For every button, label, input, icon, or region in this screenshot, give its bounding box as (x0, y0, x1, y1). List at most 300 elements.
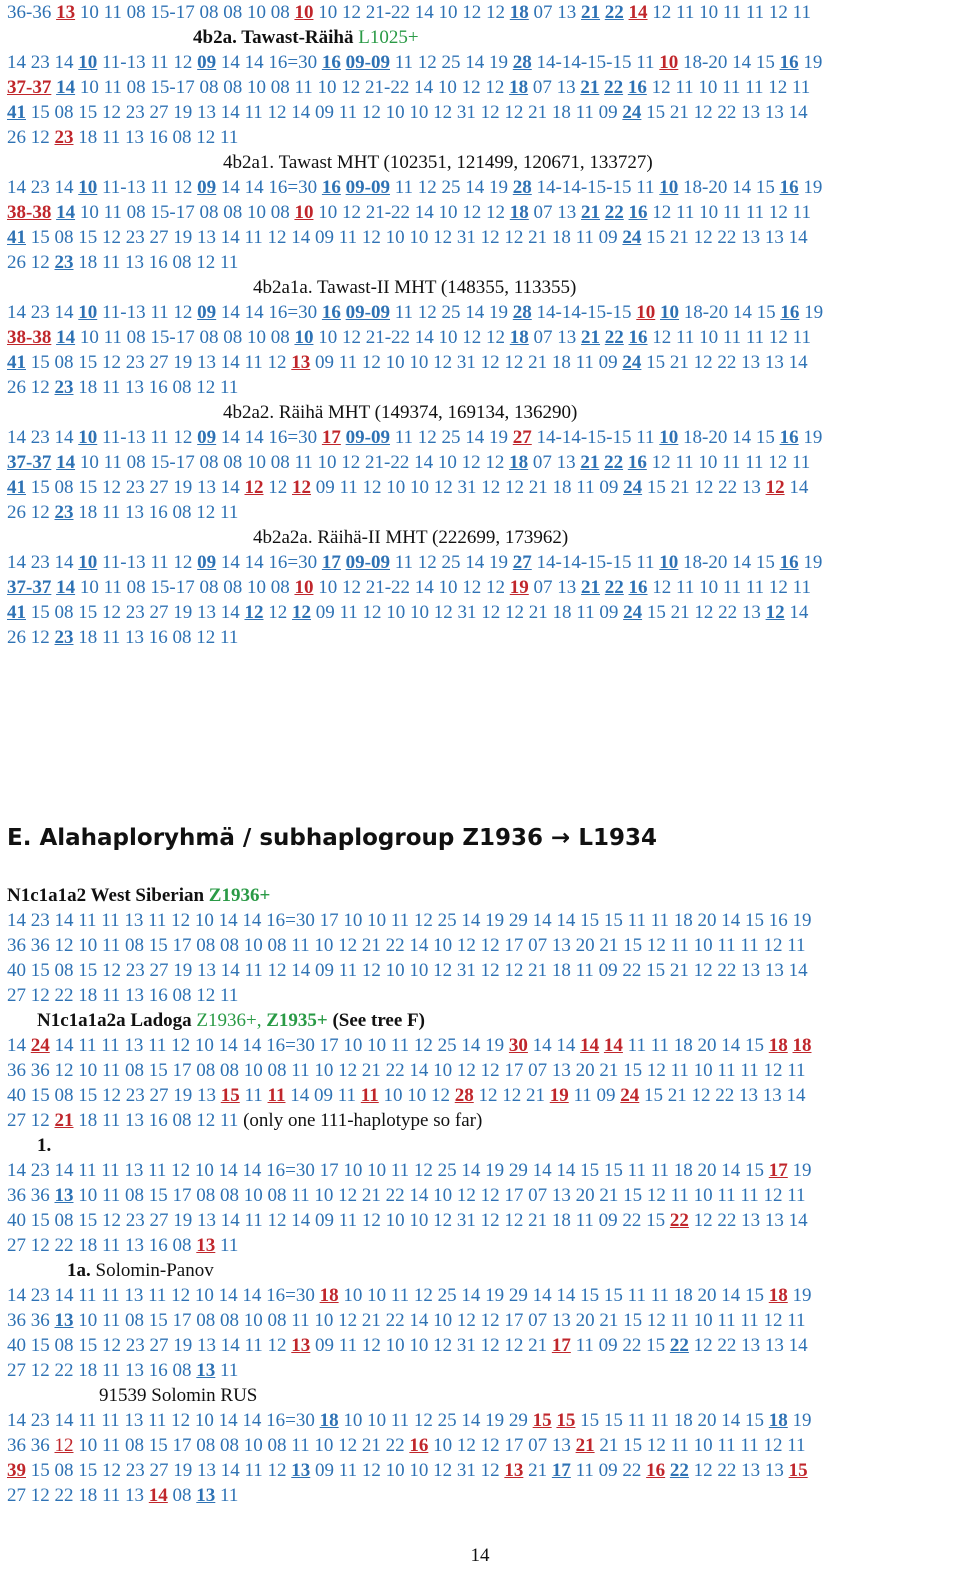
text-line (7, 1408, 812, 1433)
text-run: N1c1a1a2 West Siberian (7, 885, 209, 906)
text-run: 18-20 14 15 (678, 552, 780, 573)
text-run: 18 11 13 16 08 12 11 (73, 502, 239, 523)
text-run: 09 (197, 302, 217, 323)
text-run: 11 (239, 1085, 268, 1106)
text-line (7, 200, 811, 225)
text-run: 19 (798, 427, 823, 448)
text-run: 36 36 (7, 1310, 55, 1331)
text-run: 09 (197, 427, 217, 448)
text-line (7, 325, 811, 350)
text-run: 18 11 13 16 08 12 11 (73, 252, 239, 273)
text-run: 09-09 (345, 177, 390, 198)
text-run: 10 (659, 177, 679, 198)
text-run: 14 (580, 1035, 600, 1056)
text-line (67, 1258, 214, 1283)
text-run: 38-38 (7, 327, 52, 348)
text-run: 22 (604, 327, 624, 348)
text-run: 13 (196, 1360, 216, 1381)
text-run: 28 (454, 1085, 474, 1106)
text-run: 10 12 21-22 14 10 12 12 (313, 2, 510, 23)
text-run: 14 14 (527, 1035, 581, 1056)
text-run: 12 (765, 477, 785, 498)
text-run: 41 (7, 227, 26, 248)
text-run: 18 11 13 16 08 12 11 (73, 377, 239, 398)
text-run: (See tree F) (327, 1010, 425, 1031)
text-run: 40 15 08 15 12 23 27 19 13 14 11 12 14 09 11 12 10 10 12 31 12 12 21 18 11 09 22 15 (7, 1210, 670, 1231)
text-run: 27 (512, 552, 532, 573)
text-line (7, 250, 238, 275)
text-run: 11 12 25 14 19 (389, 427, 513, 448)
text-line (7, 1033, 812, 1058)
text-run: 12 22 13 13 14 (688, 1335, 808, 1356)
text-line (7, 350, 808, 375)
text-run: 12 (292, 602, 311, 623)
text-run: 14 23 14 11 11 13 11 12 10 14 14 16=30 (7, 1285, 320, 1306)
text-run: 14 (56, 452, 76, 473)
text-run: 18 11 13 16 08 12 11 (73, 1110, 244, 1131)
text-run: 07 13 (528, 577, 582, 598)
text-run: 12 (263, 602, 292, 623)
text-run: 10 (294, 2, 314, 23)
text-run: 10 10 12 (378, 1085, 455, 1106)
text-run: 36 36 (7, 1185, 55, 1206)
text-run: 4b2a. Tawast-Räihä (193, 27, 359, 48)
text-run: 16 (321, 302, 341, 323)
text-run: 09-09 (345, 552, 390, 573)
text-run: 15 (556, 1410, 576, 1431)
text-line (7, 425, 822, 450)
text-run: 12 11 10 11 11 12 11 (647, 2, 811, 23)
text-run: 14 23 14 (7, 177, 79, 198)
text-run: 30 (508, 1035, 528, 1056)
text-run: 19 (549, 1085, 569, 1106)
text-run: 22 (604, 202, 624, 223)
text-run: 12 (54, 1435, 74, 1456)
text-run: 22 (669, 1335, 689, 1356)
text-line (7, 883, 270, 908)
text-run: N1c1a1a2a Ladoga (37, 1010, 197, 1031)
text-run: 21 (580, 452, 600, 473)
text-run: 10 10 11 12 25 14 19 29 (338, 1410, 533, 1431)
text-run: 15 08 15 12 23 27 19 13 14 11 12 14 09 11 12 10 10 12 31 12 12 21 18 11 09 (26, 102, 623, 123)
text-run: 07 13 (528, 2, 582, 23)
text-run: 14 23 14 (7, 52, 79, 73)
text-run: 09-09 (345, 302, 390, 323)
text-run: 16 (628, 202, 648, 223)
text-line (7, 1208, 808, 1233)
text-run: 40 15 08 15 12 23 27 19 13 14 11 12 14 09 11 12 10 10 12 31 12 12 21 18 11 09 22 15 21 12 22 13 13 14 (7, 960, 808, 981)
text-line (7, 575, 811, 600)
text-run: 18 (319, 1285, 339, 1306)
text-line (7, 50, 822, 75)
text-run: 14 14 16=30 (216, 302, 322, 323)
text-run: 16 (321, 52, 341, 73)
text-run: 16 (780, 302, 800, 323)
text-run: 18-20 14 15 (678, 177, 780, 198)
text-run: 15 15 11 11 18 20 14 15 (575, 1410, 769, 1431)
text-run: 16 (627, 452, 647, 473)
text-run: 14 09 11 (285, 1085, 361, 1106)
text-run: 07 13 (528, 452, 581, 473)
text-run: 11-13 11 12 (97, 52, 198, 73)
text-run: 23 (54, 502, 74, 523)
text-run: 16 (646, 1460, 666, 1481)
text-run: 19 (787, 1410, 812, 1431)
text-line (7, 450, 810, 475)
text-run: 18 (509, 202, 529, 223)
text-run: 39 (7, 1460, 26, 1481)
text-run: Solomin-Panov (90, 1260, 214, 1281)
text-run: 10 12 21-22 14 10 12 12 (313, 202, 510, 223)
text-run: 10 12 21-22 14 10 12 12 (313, 327, 510, 348)
text-line (7, 1183, 806, 1208)
text-line (193, 25, 419, 50)
text-run: 15 21 12 22 13 13 14 (639, 1085, 806, 1106)
text-run: 09 (197, 552, 217, 573)
text-run: 14 (603, 1035, 623, 1056)
text-run: 18 11 13 16 08 12 11 (73, 627, 239, 648)
text-run: 09 11 12 10 10 12 31 12 12 21 18 11 09 (311, 602, 624, 623)
text-run: 15 21 12 22 13 13 14 (641, 102, 808, 123)
text-run: 11 12 25 14 19 (389, 177, 513, 198)
text-run: 11 (215, 1360, 239, 1381)
text-run: 28 (512, 177, 532, 198)
text-run: 26 12 (7, 502, 55, 523)
text-line (7, 225, 808, 250)
text-run: 19 (787, 1285, 812, 1306)
text-run: 36 36 (7, 1435, 55, 1456)
text-line (7, 908, 812, 933)
text-line (7, 1108, 482, 1133)
text-run: 41 (7, 352, 26, 373)
text-run: 18 (768, 1410, 788, 1431)
text-run: 10 11 08 15-17 08 08 10 08 (75, 327, 295, 348)
text-run: 12 (244, 602, 264, 623)
text-run: 40 15 08 15 12 23 27 19 13 (7, 1085, 221, 1106)
text-run: 12 (765, 602, 785, 623)
text-run: 15 08 15 12 23 27 19 13 14 11 12 14 09 11 12 10 10 12 31 12 12 21 18 11 09 (26, 227, 623, 248)
text-run: 10 11 08 15-17 08 08 10 08 (75, 2, 295, 23)
text-line (7, 75, 810, 100)
text-run: 14 14 16=30 (216, 52, 322, 73)
text-run: 12 11 10 11 11 12 11 (647, 327, 811, 348)
text-run: 10 10 11 12 25 14 19 29 14 14 15 15 11 11 18 20 14 15 (338, 1285, 769, 1306)
text-line (37, 1133, 51, 1158)
text-line (253, 525, 568, 550)
text-run: 07 13 (528, 327, 582, 348)
text-line (7, 1083, 806, 1108)
text-run: 14 11 11 13 11 12 10 14 14 16=30 17 10 10 11 12 25 14 19 (49, 1035, 509, 1056)
text-run: 27 12 (7, 1110, 55, 1131)
text-run: 15 08 15 12 23 27 19 13 14 11 12 (26, 352, 292, 373)
text-run: 21 (581, 2, 601, 23)
text-run: 4b2a1a. Tawast-II MHT (148355, 113355) (253, 277, 577, 298)
text-run: 24 (622, 352, 642, 373)
text-run: 09-09 (345, 52, 390, 73)
text-run: 18 (768, 1035, 788, 1056)
text-run: 16 (409, 1435, 429, 1456)
text-line (37, 1008, 425, 1033)
text-run: 14 23 14 11 11 13 11 12 10 14 14 16=30 (7, 1410, 320, 1431)
text-run: 23 (54, 627, 74, 648)
text-run: 11-13 11 12 (97, 302, 198, 323)
text-run: 09 (197, 177, 217, 198)
text-run: 13 (54, 1310, 74, 1331)
text-run: 10 (294, 577, 314, 598)
text-run: 27 12 22 18 11 13 (7, 1485, 149, 1506)
text-run: 41 (7, 477, 26, 498)
text-run: 24 (622, 227, 642, 248)
text-run: 14 14 16=30 (216, 552, 322, 573)
text-run: 10 (294, 202, 314, 223)
text-run: 22 (604, 577, 624, 598)
text-run: 24 (30, 1035, 50, 1056)
text-run: 28 (512, 52, 532, 73)
text-run: 21 (581, 327, 601, 348)
text-run: 09 11 12 10 10 12 31 12 12 21 (310, 1335, 552, 1356)
text-run: 13 (54, 1185, 74, 1206)
text-line (7, 500, 238, 525)
text-run: 10 (78, 302, 98, 323)
text-line (7, 475, 808, 500)
text-run: 10 12 21-22 14 10 12 12 (313, 577, 510, 598)
text-run: 14-14-15-15 11 (531, 427, 660, 448)
text-run: 13 (56, 2, 76, 23)
text-run: 15 21 12 22 13 13 14 (641, 352, 808, 373)
text-run: 10 (78, 52, 98, 73)
text-line (7, 1058, 806, 1083)
text-run: 1. (37, 1135, 52, 1156)
text-line (7, 1333, 808, 1358)
text-run: 12 (244, 477, 264, 498)
text-run: 14 (56, 577, 76, 598)
text-run: 23 (54, 127, 74, 148)
text-line (7, 1283, 812, 1308)
text-run: 14 (148, 1485, 168, 1506)
text-run: 17 (321, 552, 341, 573)
text-run: 15 08 15 12 23 27 19 13 14 (26, 477, 245, 498)
text-run: 24 (622, 102, 642, 123)
text-run: 19 (799, 302, 824, 323)
text-run: 19 (509, 577, 529, 598)
text-run: 26 12 (7, 127, 55, 148)
text-run: 09-09 (345, 427, 390, 448)
text-run: Z1936+ (208, 885, 271, 906)
text-run: 36-36 (7, 2, 57, 23)
text-run: 12 (292, 477, 311, 498)
text-line (7, 0, 811, 25)
text-run: 14 (56, 327, 76, 348)
text-run: 14-14-15-15 11 (531, 52, 660, 73)
text-run: 18 (509, 327, 529, 348)
text-run: 1a. (67, 1260, 91, 1281)
text-line (7, 175, 822, 200)
text-run: 09 11 12 10 10 12 31 12 12 21 18 11 09 (311, 477, 624, 498)
text-run: 16 (779, 552, 799, 573)
text-run: 21 (575, 1435, 595, 1456)
text-run: 10 (659, 552, 679, 573)
text-run: 18-20 14 15 (678, 52, 780, 73)
text-run: 14 (56, 77, 76, 98)
text-run: 10 (636, 302, 656, 323)
text-line (7, 958, 808, 983)
text-run: 36 36 12 10 11 08 15 17 08 08 10 08 11 10 12 21 22 14 10 12 12 17 07 13 20 21 15 12 11 10 11 11 12 11 (7, 935, 806, 956)
text-run: 18 (509, 77, 529, 98)
text-run: 38-38 (7, 202, 52, 223)
text-run: 14-14-15-15 11 (531, 552, 660, 573)
text-run: 19 (798, 177, 823, 198)
text-run: 27 12 22 18 11 13 16 08 (7, 1360, 197, 1381)
text-run: 14 23 14 (7, 552, 79, 573)
text-run: 07 13 (528, 202, 582, 223)
page-number: 14 (470, 1545, 490, 1566)
text-run: 18 (792, 1035, 812, 1056)
text-run: 11 (267, 1085, 286, 1106)
text-run: 16 (779, 427, 799, 448)
text-run: 11 09 22 (570, 1460, 647, 1481)
text-run: 24 (623, 477, 643, 498)
text-run: (only one 111-haplotype so far) (243, 1110, 483, 1131)
text-run: 14 23 14 (7, 427, 79, 448)
text-line (223, 400, 577, 425)
text-run: 17 (321, 427, 341, 448)
text-run: 22 (604, 77, 624, 98)
text-run: 16 (627, 77, 647, 98)
text-line (7, 1233, 238, 1258)
text-run: 17 (551, 1335, 571, 1356)
text-run: 11 (360, 1085, 379, 1106)
text-run: 22 (669, 1460, 689, 1481)
text-run: 10 (660, 302, 679, 323)
text-run: 12 22 13 13 14 (688, 1210, 808, 1231)
text-run: 14 14 16=30 (216, 427, 322, 448)
text-run: 15 (220, 1085, 240, 1106)
text-run: 07 13 (528, 77, 581, 98)
text-run: 14 23 14 11 11 13 11 12 10 14 14 16=30 17 10 10 11 12 25 14 19 29 14 14 15 15 11 11 18 20 14 15 (7, 1160, 769, 1181)
text-run: 4b2a2. Räihä MHT (149374, 169134, 136290) (223, 402, 578, 423)
text-run: 18 (768, 1285, 788, 1306)
text-run: 15 08 15 12 23 27 19 13 14 (26, 602, 245, 623)
text-run: 26 12 (7, 377, 55, 398)
text-run: L1025+ (358, 27, 419, 48)
section-heading: E. Alahaploryhmä / subhaplogroup Z1936 → L1934 (7, 825, 657, 851)
text-line (7, 1433, 806, 1458)
text-run: 14 (784, 602, 809, 623)
text-run: 19 (798, 52, 823, 73)
text-run: 08 (167, 1485, 197, 1506)
text-run: 11-13 11 12 (97, 552, 198, 573)
text-run: 12 11 10 11 11 12 11 (646, 77, 811, 98)
text-run: 37-37 (7, 77, 52, 98)
text-line (7, 933, 806, 958)
text-run: 16 (628, 577, 648, 598)
text-run: 16 (779, 52, 799, 73)
text-run: 18-20 14 15 (679, 302, 781, 323)
text-run: 17 (768, 1160, 788, 1181)
text-run: 18 (509, 452, 529, 473)
text-run: 15 21 12 22 13 (642, 602, 766, 623)
text-run: 11 12 25 14 19 (389, 302, 513, 323)
text-run: 40 15 08 15 12 23 27 19 13 14 11 12 (7, 1335, 292, 1356)
text-line (7, 550, 822, 575)
text-run: 12 (263, 477, 292, 498)
text-line (7, 100, 808, 125)
text-run: 14 (628, 2, 648, 23)
text-run: 18 (509, 2, 529, 23)
text-run: 22 (669, 1210, 689, 1231)
text-run: 16 (628, 327, 648, 348)
text-line (7, 300, 823, 325)
text-run: 10 (294, 327, 314, 348)
text-run: 16 (321, 177, 341, 198)
text-run: 26 12 (7, 627, 55, 648)
text-run: 11 11 18 20 14 15 (622, 1035, 769, 1056)
text-run: 11-13 11 12 (97, 177, 198, 198)
text-run: 21 (523, 1460, 552, 1481)
text-run: 26 12 (7, 252, 55, 273)
text-run: 41 (7, 102, 26, 123)
text-run: 14 (56, 202, 76, 223)
text-run: 15 (532, 1410, 552, 1431)
text-line (7, 1308, 806, 1333)
text-run: 27 (512, 427, 532, 448)
text-run: 11 12 25 14 19 (389, 52, 513, 73)
text-run: 91539 Solomin RUS (99, 1385, 258, 1406)
text-run: 10 (659, 427, 679, 448)
text-run: 27 12 22 18 11 13 16 08 12 11 (7, 985, 239, 1006)
text-run: 14 23 14 (7, 302, 79, 323)
text-run: 11 (215, 1235, 239, 1256)
text-run: 10 (78, 177, 98, 198)
text-line (223, 150, 653, 175)
text-run: 10 11 08 15-17 08 08 10 08 (75, 577, 295, 598)
text-run: 36 36 12 10 11 08 15 17 08 08 10 08 11 10 12 21 22 14 10 12 12 17 07 13 20 21 15 12 11 10 11 11 12 11 (7, 1060, 806, 1081)
text-run: 17 (551, 1460, 571, 1481)
text-run: 4b2a1. Tawast MHT (102351, 121499, 120671, 133727) (223, 152, 653, 173)
text-run: 21 (54, 1110, 74, 1131)
text-run: 14-14-15-15 11 (531, 177, 660, 198)
text-run: 13 (291, 1460, 311, 1481)
text-line (253, 275, 576, 300)
text-run: 10 11 08 15 17 08 08 10 08 11 10 12 21 22 (73, 1435, 410, 1456)
text-run: 12 11 10 11 11 12 11 (647, 577, 811, 598)
text-run: 21 15 12 11 10 11 11 12 11 (594, 1435, 806, 1456)
text-run: 12 22 13 13 (688, 1460, 789, 1481)
text-run: 10 (78, 427, 98, 448)
text-line (7, 1358, 238, 1383)
text-line (7, 375, 238, 400)
text-run: 11 09 22 15 (570, 1335, 670, 1356)
text-line (7, 625, 238, 650)
text-run: 11 (215, 1485, 239, 1506)
text-run: 14 14 16=30 (216, 177, 322, 198)
text-run: 24 (623, 602, 643, 623)
text-run: 10 11 08 15-17 08 08 10 08 (75, 202, 295, 223)
text-line (7, 1158, 812, 1183)
text-run: 11 09 (568, 1085, 621, 1106)
text-run: 14 (7, 1035, 31, 1056)
text-run: 10 11 08 15 17 08 08 10 08 11 10 12 21 22 14 10 12 12 17 07 13 20 21 15 12 11 10 11 11 12 11 (73, 1310, 806, 1331)
text-run: 10 12 12 17 07 13 (428, 1435, 576, 1456)
text-run: 13 (504, 1460, 524, 1481)
text-run: 14-14-15-15 (531, 302, 637, 323)
text-run: 16 (779, 177, 799, 198)
text-run: 21 (580, 77, 600, 98)
text-run: 10 11 08 15 17 08 08 10 08 11 10 12 21 22 14 10 12 12 17 07 13 20 21 15 12 11 10 11 11 12 11 (73, 1185, 806, 1206)
text-run: 37-37 (7, 577, 52, 598)
text-run: 22 (604, 2, 624, 23)
text-run: 12 11 10 11 11 12 11 (647, 202, 811, 223)
